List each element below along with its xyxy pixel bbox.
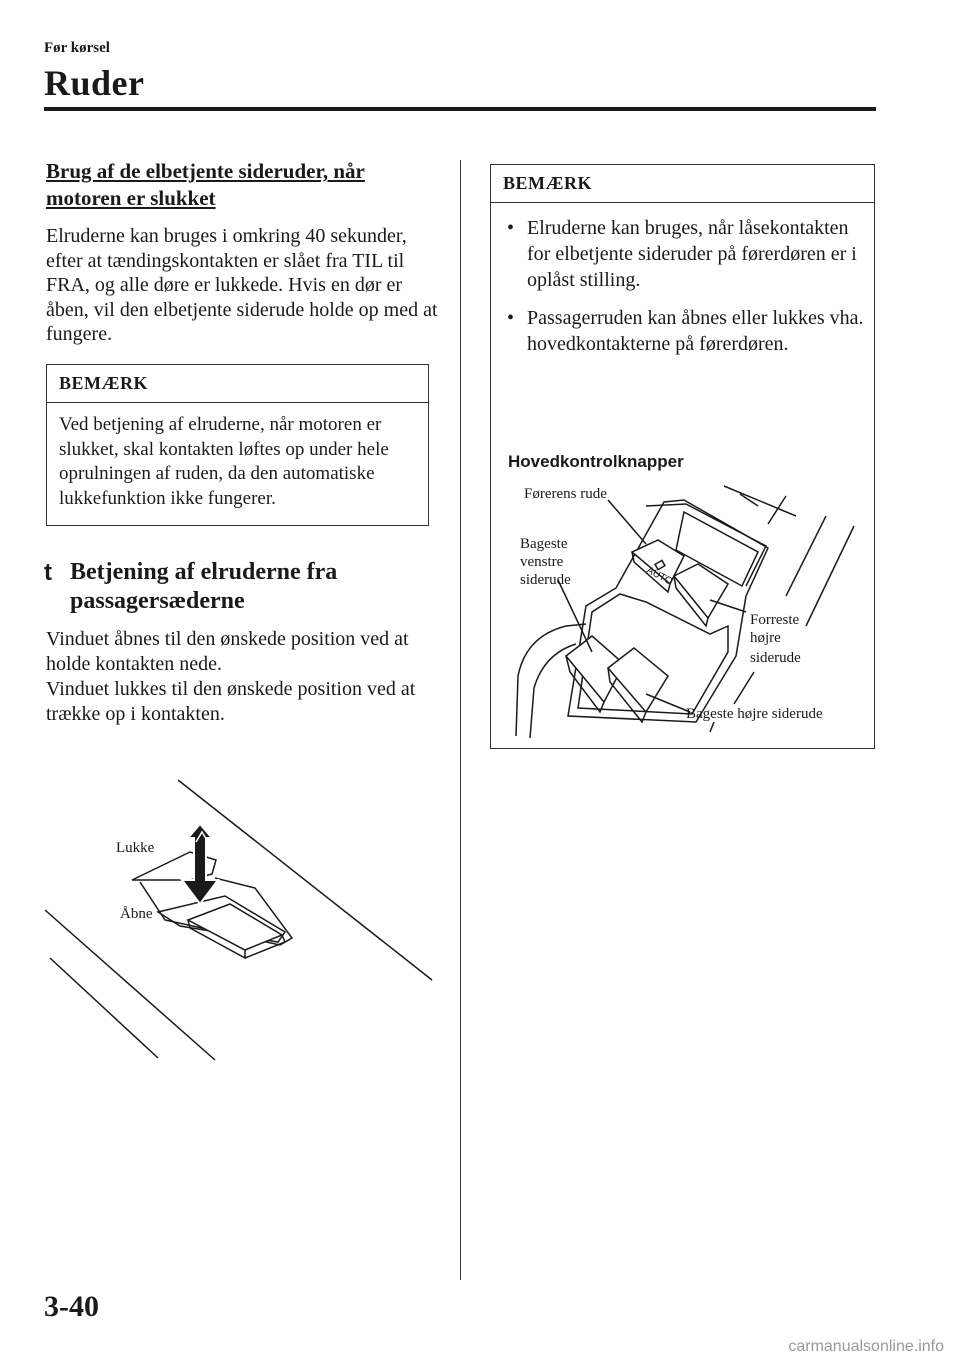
header-rule	[44, 107, 876, 111]
door-trim-line-lower	[50, 958, 158, 1058]
section-label: Før kørsel	[44, 40, 110, 56]
label-rear-right: Bageste højre siderude	[686, 706, 823, 722]
instruction-open: Vinduet åbnes til den ønskede position ved at holde kontakten nede.	[46, 628, 409, 675]
label-drivers-window: Førerens rude	[524, 486, 607, 502]
instruction-close: Vinduet lukkes til den ønskede position ved at trække op i kontakten.	[46, 678, 416, 725]
auto-label: AUTO	[644, 564, 675, 588]
bullet-icon: •	[507, 217, 515, 239]
note-heading: BEMÆRK	[47, 365, 428, 403]
label-front-right-3: siderude	[750, 650, 801, 666]
list-item: • Elruderne kan bruges, når låsekontakten for elbetjente sideruder på førerdøren er i oplåst stilling.	[507, 217, 857, 291]
note-body: Ved betjening af elruderne, når motoren er slukket, skal kontakten løftes op under hele oprulningen af ruden, da den automatiske lukkefunktion ikke fungerer.	[59, 414, 389, 509]
bullet-list	[491, 203, 874, 357]
label-front-right-2: højre	[750, 630, 781, 646]
page-number: 3-40	[44, 1290, 99, 1323]
list-item: • Passagerruden kan åbnes eller lukkes vha. hovedkontakterne på førerdøren.	[507, 307, 864, 355]
label-rear-left-2: venstre	[520, 554, 564, 570]
watermark: carmanualsonline.info	[788, 1338, 944, 1355]
front-right-switch-icon	[674, 564, 728, 618]
figure-title: Hovedkontrolknapper	[508, 452, 684, 471]
section-marker: t	[44, 559, 52, 586]
chapter-title: Ruder	[44, 63, 145, 103]
subheading: Brug af de elbetjente sideruder, når motoren er slukket	[46, 159, 365, 210]
passenger-switch-figure	[40, 770, 440, 1070]
bullet-icon: •	[507, 307, 515, 329]
column-divider	[460, 160, 461, 1280]
left-intro	[46, 158, 438, 347]
label-open: Åbne	[120, 906, 153, 922]
master-switch-figure	[496, 476, 868, 740]
label-rear-left-1: Bageste	[520, 536, 568, 552]
label-close: Lukke	[116, 840, 155, 856]
label-front-right-1: Forreste	[750, 612, 800, 628]
label-rear-left-3: siderude	[520, 572, 571, 588]
open-close-arrow-icon	[182, 824, 218, 904]
section-heading-text: Betjening af elruderne fra passagersæderne	[70, 559, 338, 614]
note-box-left	[46, 364, 429, 526]
note-heading-right: BEMÆRK	[491, 165, 874, 203]
intro-paragraph: Elruderne kan bruges i omkring 40 sekunder, efter at tændingskontakten er slået fra TIL til FRA, og alle døre er lukkede. Hvis en dør er åben, vil den elbetjente siderude holde op med at fungere.	[46, 225, 438, 345]
door-trim-line	[45, 910, 215, 1060]
instructions	[46, 627, 446, 727]
